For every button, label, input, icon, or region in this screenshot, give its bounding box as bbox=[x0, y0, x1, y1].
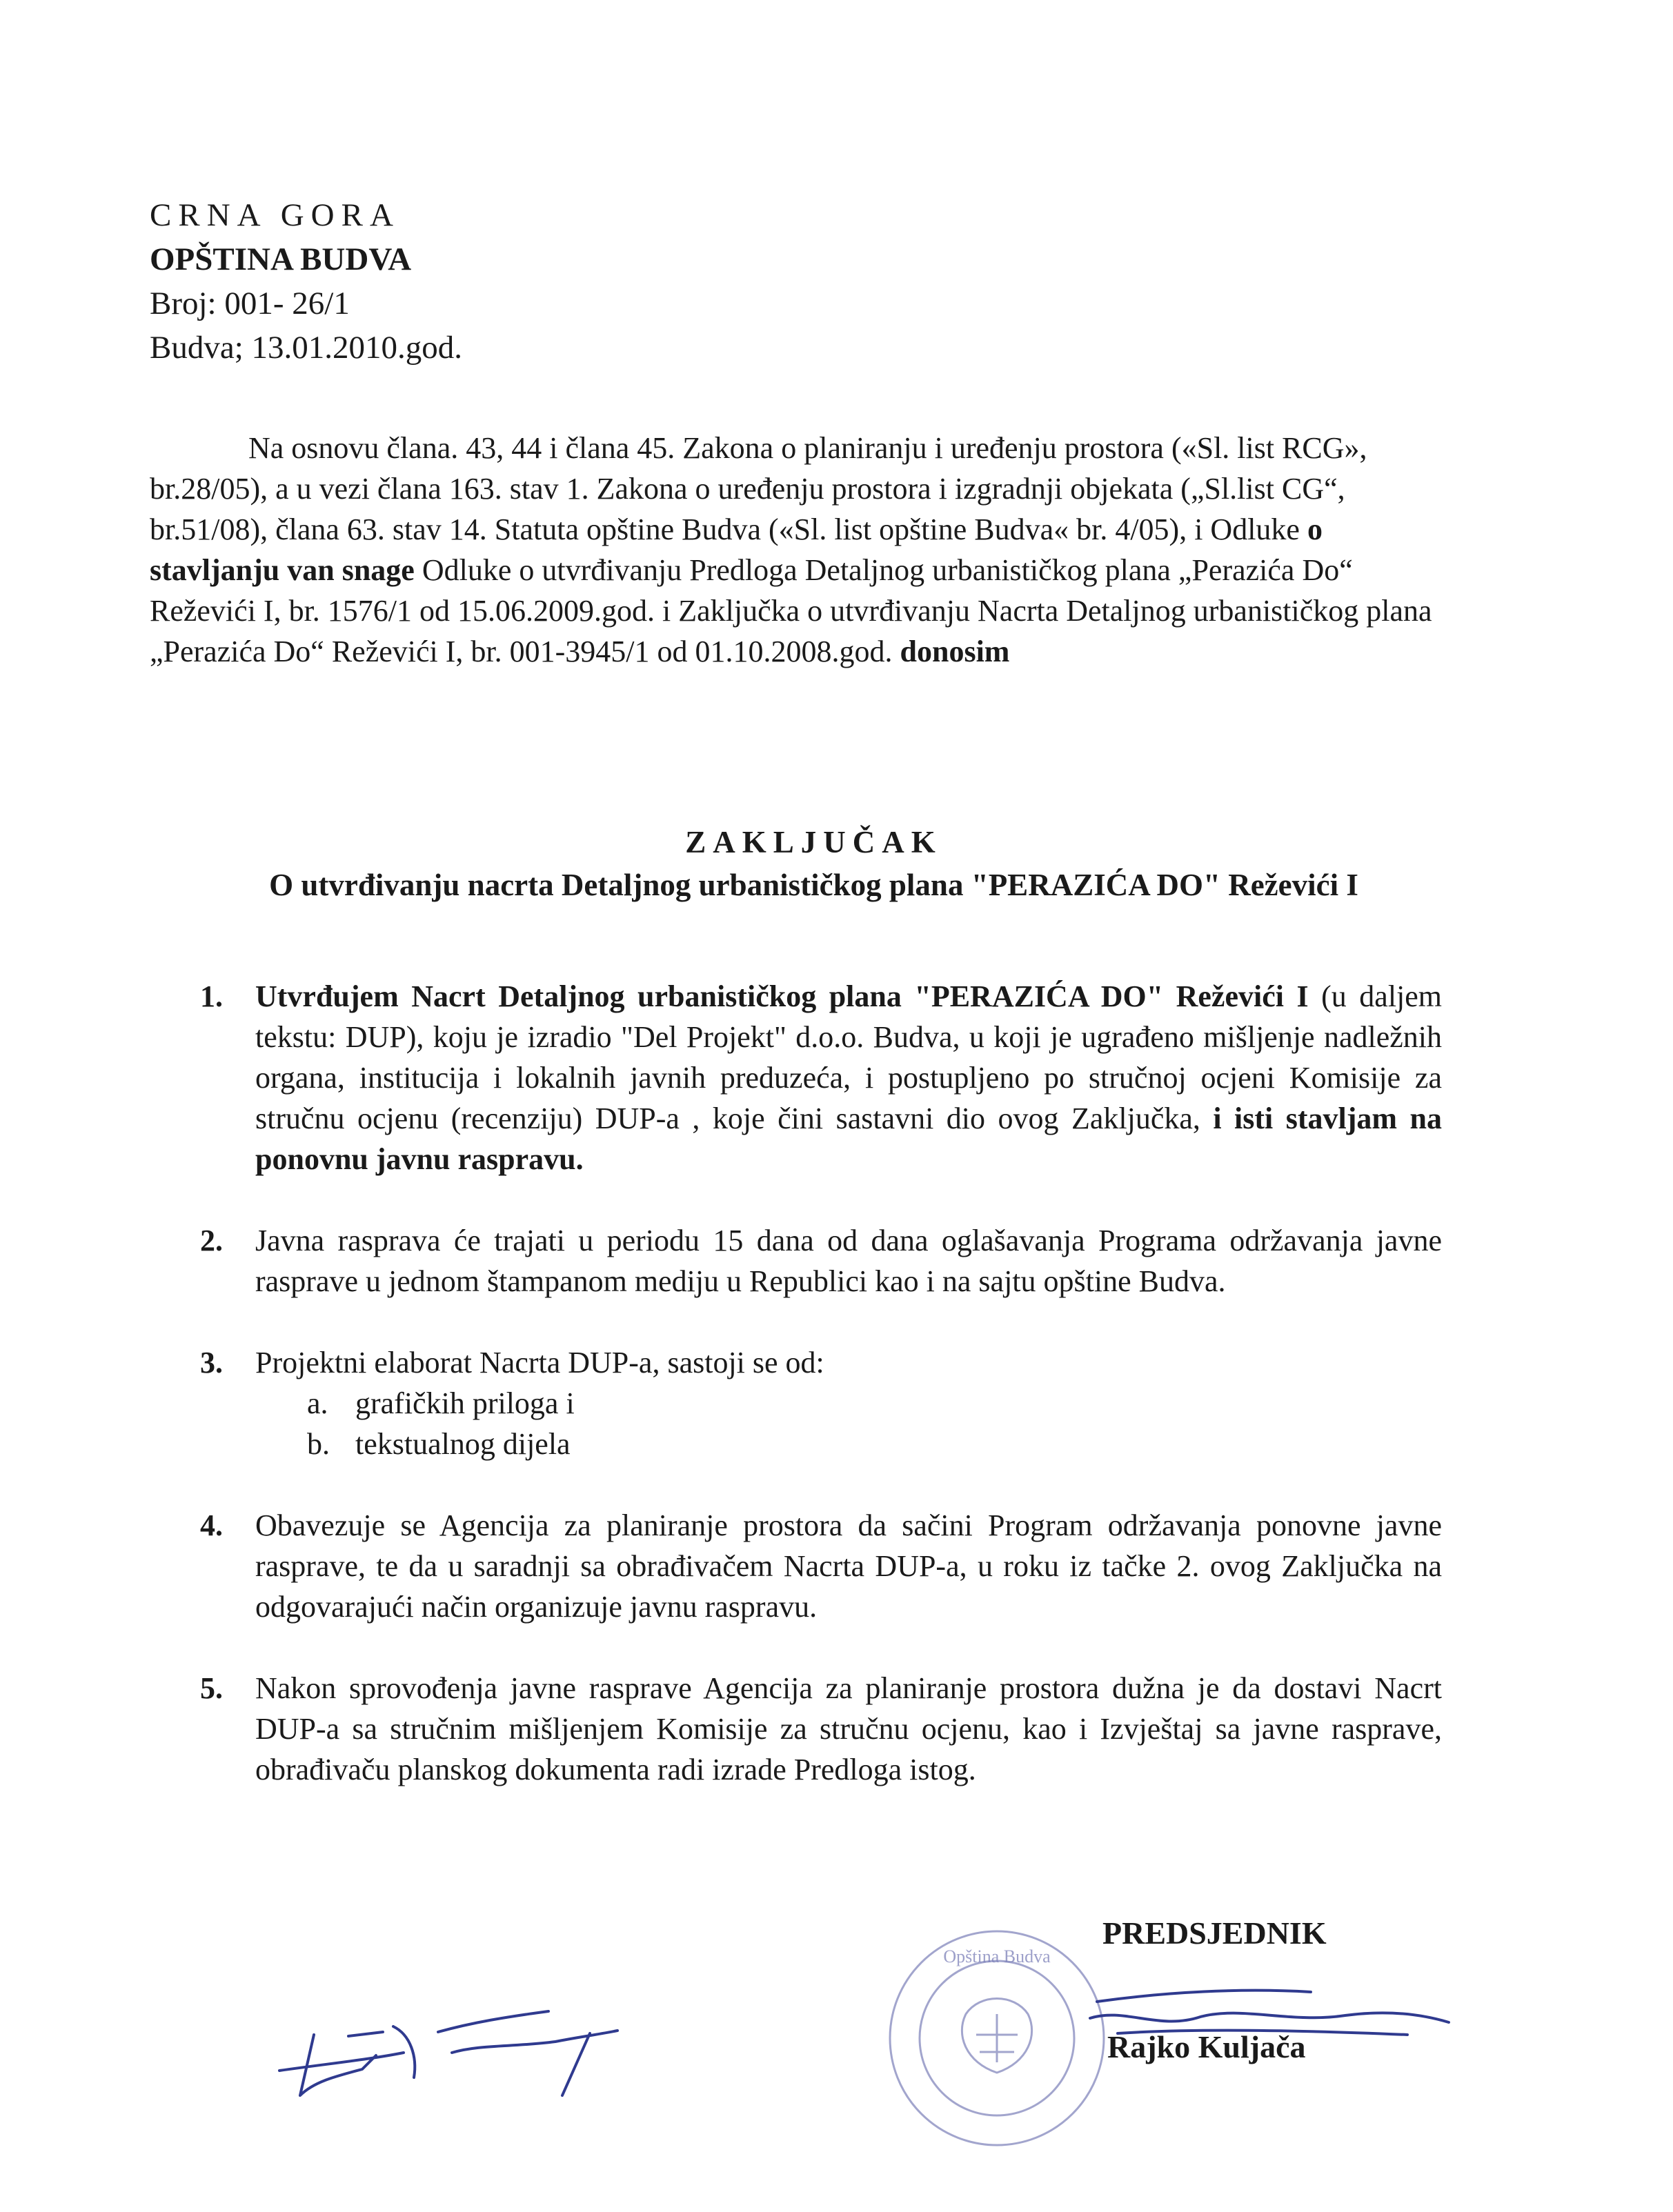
seal-text: Opština Budva bbox=[943, 1946, 1051, 1966]
item-number: 2. bbox=[200, 1224, 223, 1257]
item-text: Javna rasprava će trajati u periodu 15 dana od dana oglašavanja Programa održavanja javne rasprave u jednom štampanom mediju u Republici kao i na sajtu opštine Budva. bbox=[255, 1224, 1442, 1298]
item-body: (u daljem tekstu: DUP), koju je izradio "Del Projekt" d.o.o. Budva, u koji je ugrađeno mišljenje nadležnih organa, institucija i lokalnih javnih preduzeća, i postupljeno po stručnoj ocjeni Komisije za stručnu ocjenu (recenziju) DUP-a , koje čini sastavni dio ovog Zaključka, bbox=[255, 979, 1443, 1135]
item-bold-lead: Utvrđujem Nacrt Detaljnog urbanističkog plana "PERAZIĆA DO" Reževići I bbox=[255, 979, 1309, 1013]
sub-item-letter: b. bbox=[307, 1427, 330, 1461]
sub-item bbox=[255, 1383, 1442, 1424]
sub-item bbox=[255, 1424, 1442, 1464]
item-body: Projektni elaborat Nacrta DUP-a, sastoji se od: bbox=[255, 1346, 824, 1379]
item-text bbox=[255, 1342, 1442, 1464]
official-seal bbox=[883, 1924, 1111, 2152]
list-item bbox=[200, 1668, 1442, 1790]
item-number: 1. bbox=[200, 979, 223, 1013]
item-number: 5. bbox=[200, 1671, 223, 1705]
item-number: 3. bbox=[200, 1346, 223, 1379]
list-item bbox=[200, 1342, 1442, 1464]
sub-item-text: grafičkih priloga i bbox=[355, 1386, 575, 1420]
title-subheading: O utvrđivanju nacrta Detaljnog urbanističkog plana "PERAZIĆA DO" Reževići I bbox=[269, 868, 1358, 902]
country-name: CRNA GORA bbox=[150, 197, 400, 233]
title-heading: ZAKLJUČAK bbox=[685, 825, 942, 859]
list-item bbox=[200, 1220, 1442, 1302]
item-text bbox=[255, 976, 1442, 1179]
sub-item-text: tekstualnog dijela bbox=[355, 1427, 571, 1461]
intro-text-1: Na osnovu člana. 43, 44 i člana 45. Zakona o planiranju i uređenju prostora («Sl. list RCG», br.28/05), a u vezi člana 163. stav 1. Zakona o uređenju prostora i izgradnji objekata („Sl.list CG“, br.51/08), člana 63. stav 14. Statuta opštine Budva («Sl. list opštine Budva« br. 4/05), i Odluke bbox=[150, 431, 1367, 546]
signatory-name: Rajko Kuljača bbox=[1107, 2029, 1306, 2064]
item-text: Obavezuje se Agencija za planiranje prostora da sačini Program održavanja ponovne javne rasprave, te da u saradnji sa obrađivačem Nacrta DUP-a, u roku iz tačke 2. ovog Zaključka na odgovarajući način organizuje javnu raspravu. bbox=[255, 1508, 1442, 1624]
item-number: 4. bbox=[200, 1508, 223, 1542]
intro-paragraph bbox=[150, 428, 1433, 672]
municipality-name: OPŠTINA BUDVA bbox=[150, 241, 412, 277]
place-date: Budva; 13.01.2010.god. bbox=[150, 330, 463, 366]
intro-bold-2: donosim bbox=[900, 635, 1010, 668]
handwritten-signature-right bbox=[1083, 1973, 1456, 2049]
intro-bold-1: o stavljanju van snage bbox=[150, 512, 1323, 587]
signatory-role: PREDSJEDNIK bbox=[1102, 1915, 1327, 1951]
list-item bbox=[200, 976, 1442, 1179]
decision-title bbox=[150, 821, 1478, 906]
decision-items bbox=[200, 976, 1442, 1831]
document-number: Broj: 001- 26/1 bbox=[150, 286, 350, 321]
list-item bbox=[200, 1505, 1442, 1627]
item-text: Nakon sprovođenja javne rasprave Agencija za planiranje prostora dužna je da dostavi Nacrt DUP-a sa stručnim mišljenjem Komisije za stručnu ocjenu, kao i Izvještaj sa javne rasprave, obrađivaču planskog dokumenta radi izrade Predloga istog. bbox=[255, 1671, 1442, 1786]
item-bold-tail: i isti stavljam na ponovnu javnu raspravu. bbox=[255, 1102, 1442, 1176]
document-header bbox=[150, 193, 462, 370]
intro-text-2: Odluke o utvrđivanju Predloga Detaljnog urbanističkog plana „Perazića Do“ Reževići I, br. 1576/1 od 15.06.2009.god. i Zaključka o utvrđivanju Nacrta Detaljnog urbanističkog plana „Perazića Do“ Reževići I, br. 001-3945/1 od 01.10.2008.god. bbox=[150, 553, 1432, 668]
handwritten-signature-left bbox=[273, 1993, 631, 2104]
sub-item-letter: a. bbox=[307, 1386, 328, 1420]
